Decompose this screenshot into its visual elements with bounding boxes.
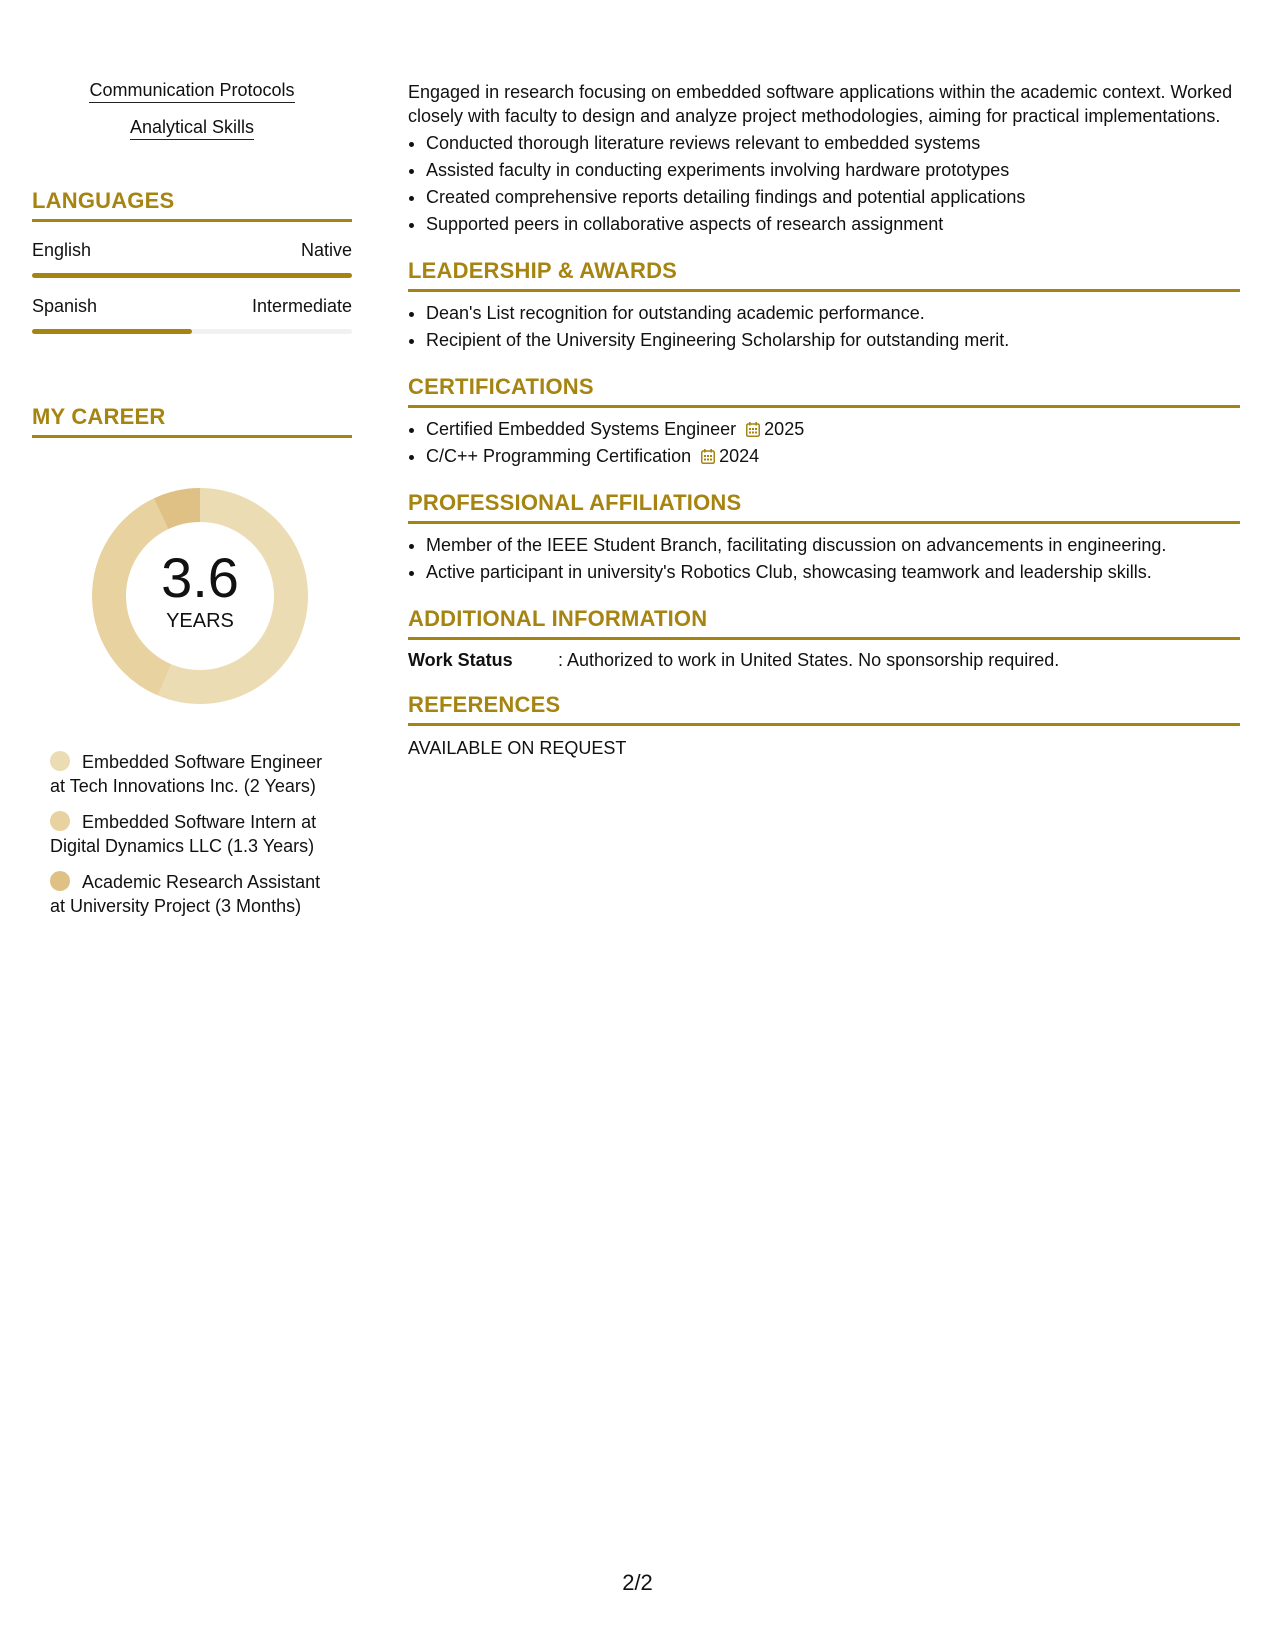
legend-item <box>50 810 330 858</box>
language-item-english <box>32 240 352 278</box>
career-title: MY CAREER <box>32 404 352 438</box>
research-description: Engaged in research focusing on embedded software applications within the academic context. Worked closely with faculty to design and analyze project methodologies, aiming for practical implementations. <box>408 82 1233 126</box>
leadership-bullets <box>408 300 1240 354</box>
legend-item <box>50 750 330 798</box>
affiliations-title: PROFESSIONAL AFFILIATIONS <box>408 490 1240 524</box>
legend-label: Embedded Software Intern at Digital Dynamics LLC (1.3 Years) <box>50 812 317 856</box>
language-level: Intermediate <box>251 296 352 316</box>
affiliations-bullets <box>408 532 1240 586</box>
language-item-spanish <box>32 296 352 334</box>
list-item: • Created comprehensive reports detailing findings and potential applications <box>426 184 1240 211</box>
list-item: • Dean's List recognition for outstanding academic performance. <box>426 300 1240 327</box>
work-status-label: Work Status <box>408 650 513 670</box>
work-status-value: : Authorized to work in United States. No sponsorship required. <box>558 650 1060 670</box>
career-donut-chart <box>80 476 320 716</box>
skill-link-communication-protocols[interactable]: Communication Protocols <box>32 80 352 101</box>
language-name: English <box>32 240 92 260</box>
certification-year: 2025 <box>764 419 805 439</box>
list-item: • Member of the IEEE Student Branch, facilitating discussion on advancements in engineering. <box>426 532 1240 559</box>
left-column <box>32 80 352 930</box>
page-number: 2/2 <box>622 1570 653 1595</box>
calendar-icon <box>701 449 715 464</box>
language-bar-fill <box>32 273 352 278</box>
references-title: REFERENCES <box>408 692 1240 726</box>
legend-item <box>50 870 330 918</box>
career-total-unit: YEARS <box>166 610 234 632</box>
career-legend <box>32 750 330 918</box>
calendar-icon <box>746 422 760 437</box>
list-item: • Active participant in university's Robotics Club, showcasing teamwork and leadership skills. <box>426 559 1240 586</box>
legend-dot <box>50 751 70 771</box>
right-column <box>408 80 1240 760</box>
language-name: Spanish <box>32 296 98 316</box>
legend-label: Academic Research Assistant at University Project (3 Months) <box>50 872 321 916</box>
list-item: • Supported peers in collaborative aspects of research assignment <box>426 211 1240 238</box>
certification-year: 2024 <box>719 446 760 466</box>
list-item: • Assisted faculty in conducting experiments involving hardware prototypes <box>426 157 1240 184</box>
skill-link-analytical-skills[interactable]: Analytical Skills <box>32 117 352 138</box>
list-item: • Conducted thorough literature reviews relevant to embedded systems <box>426 130 1240 157</box>
legend-dot <box>50 871 70 891</box>
list-item: • Recipient of the University Engineering Scholarship for outstanding merit. <box>426 327 1240 354</box>
certification-name: C/C++ Programming Certification <box>426 446 692 466</box>
leadership-title: LEADERSHIP & AWARDS <box>408 258 1240 292</box>
research-bullets <box>408 130 1240 238</box>
list-item <box>426 416 1240 443</box>
career-total-years: 3.6 <box>161 546 239 609</box>
references-text: AVAILABLE ON REQUEST <box>408 738 627 758</box>
certifications-list <box>408 416 1240 470</box>
languages-title: LANGUAGES <box>32 188 352 222</box>
legend-label: Embedded Software Engineer at Tech Innovations Inc. (2 Years) <box>50 752 323 796</box>
list-item <box>426 443 1240 470</box>
language-level: Native <box>300 240 352 260</box>
certification-name: Certified Embedded Systems Engineer <box>426 419 737 439</box>
additional-info-title: ADDITIONAL INFORMATION <box>408 606 1240 640</box>
legend-dot <box>50 811 70 831</box>
language-bar <box>32 273 352 278</box>
work-status-row <box>408 648 1240 672</box>
certifications-title: CERTIFICATIONS <box>408 374 1240 408</box>
